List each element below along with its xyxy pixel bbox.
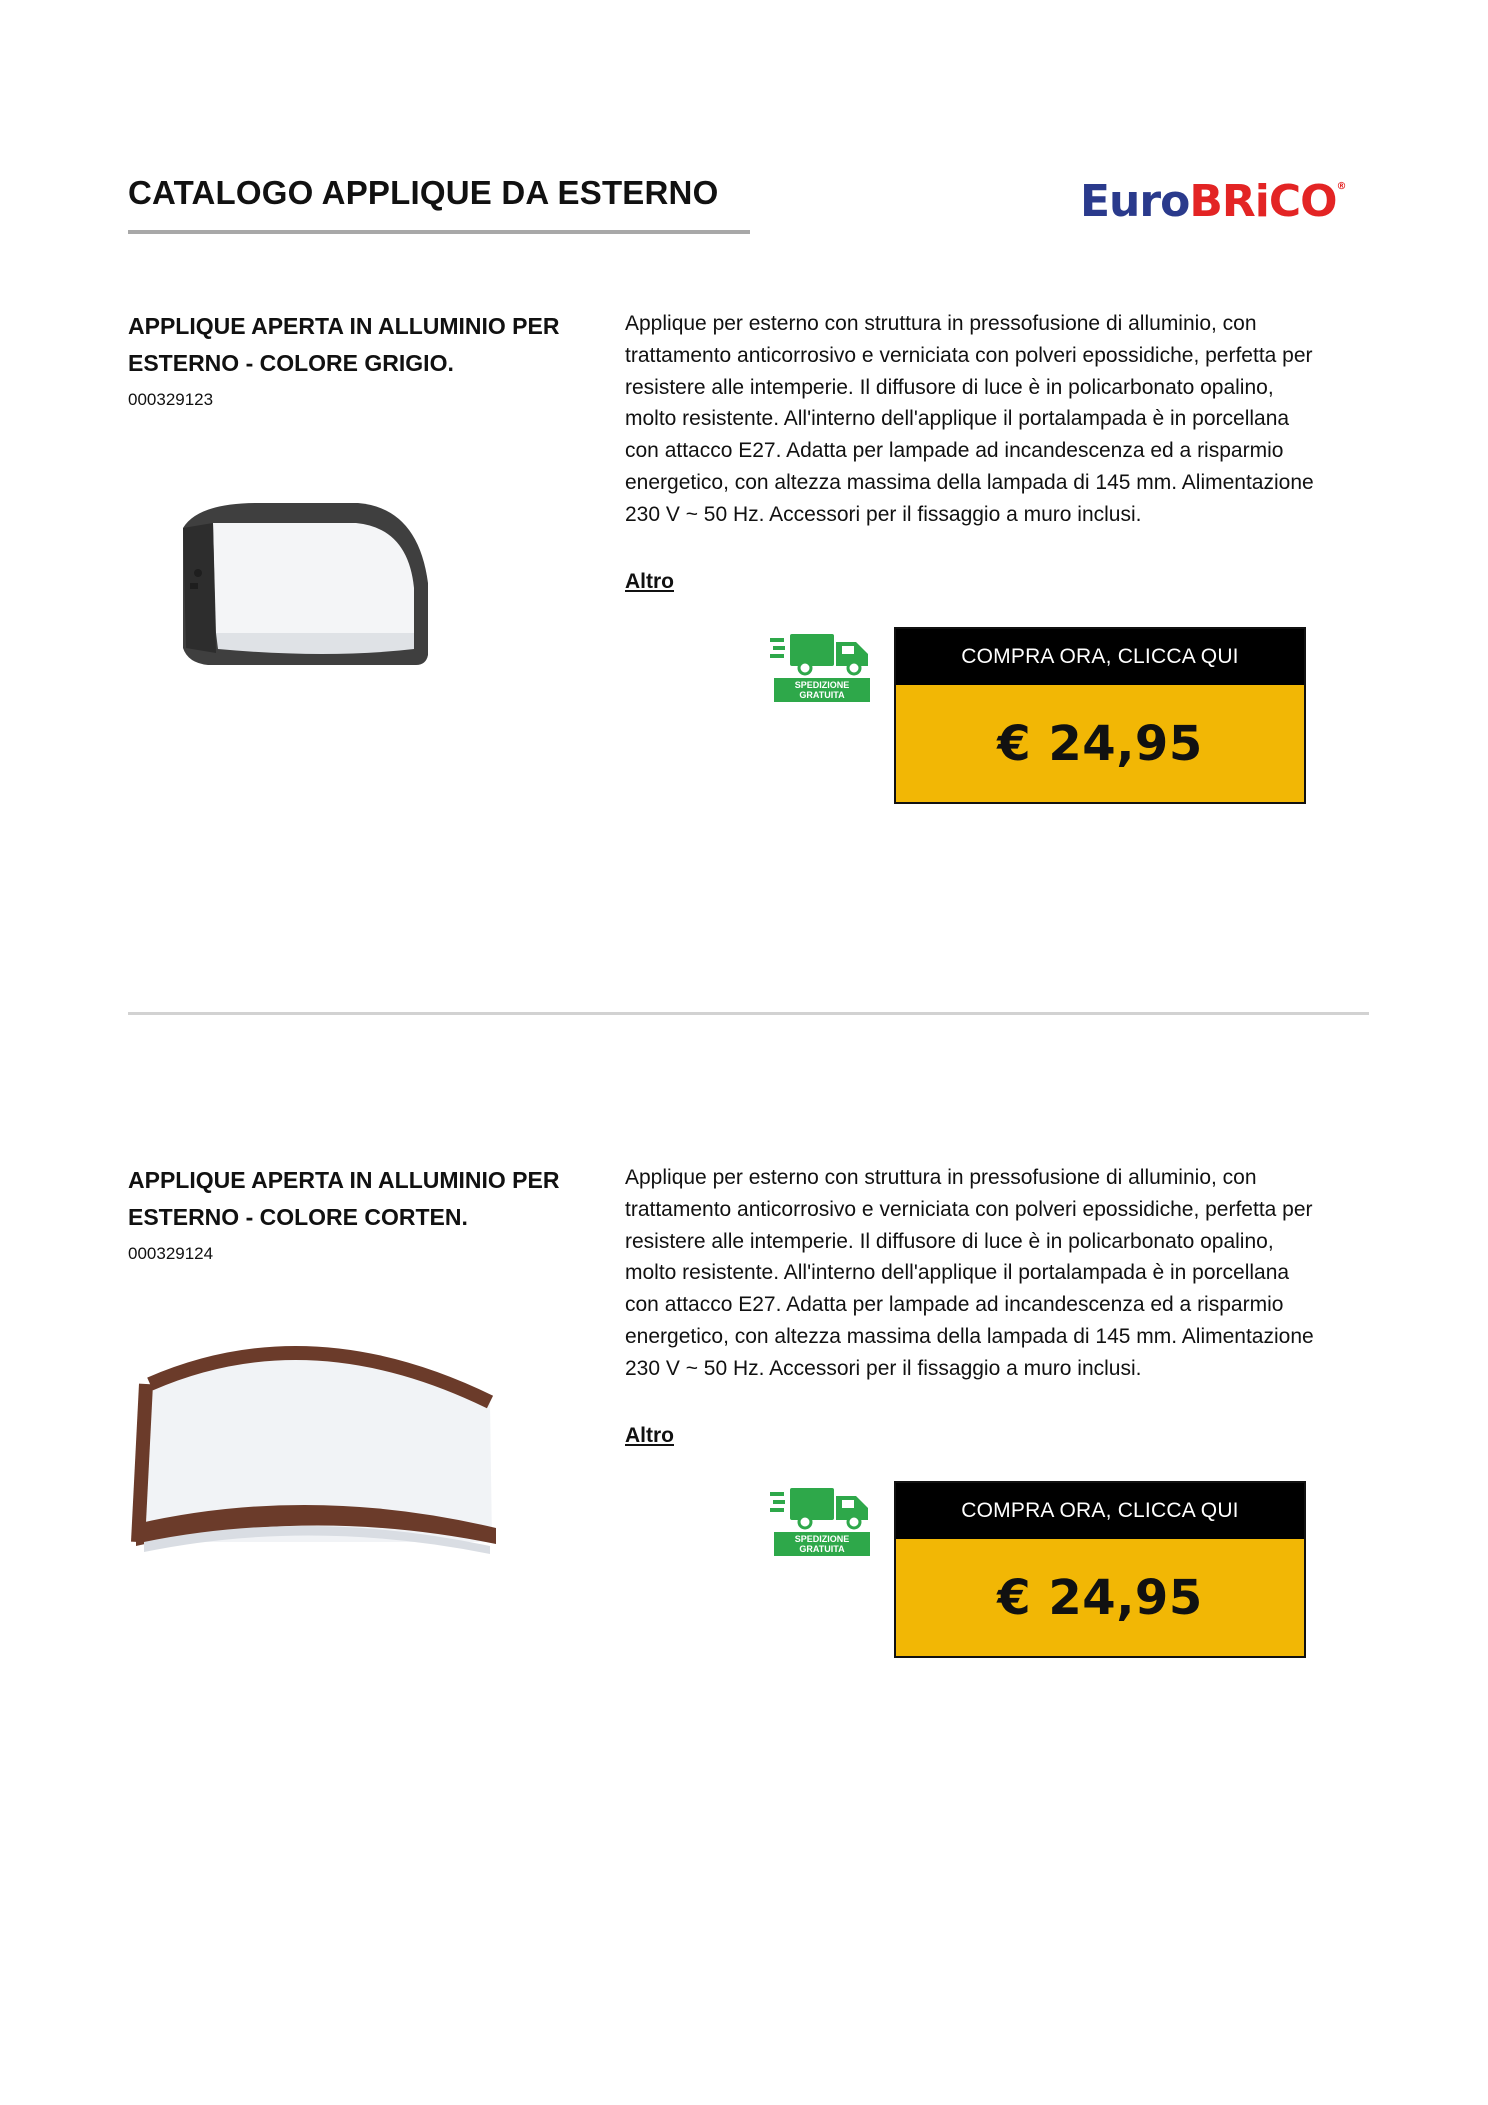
product-card: [0, 308, 1488, 868]
buy-now-label: COMPRA ORA, CLICCA QUI: [896, 629, 1304, 685]
product-code: 000329124: [128, 1244, 214, 1263]
product-title: APPLIQUE APERTA IN ALLUMINIO PER ESTERNO - COLORE GRIGIO.: [128, 313, 560, 376]
product-price: € 24,95: [896, 1539, 1304, 1656]
buy-now-button[interactable]: [894, 1481, 1306, 1658]
section-divider: [128, 1012, 1369, 1015]
shipping-text-line1: SPEDIZIONE: [794, 1534, 850, 1544]
title-underline: [128, 230, 750, 234]
product-price: € 24,95: [896, 685, 1304, 802]
logo-text-euro: Euro: [1080, 176, 1190, 227]
product-image: [128, 453, 508, 753]
buy-now-button[interactable]: [894, 627, 1306, 804]
buy-now-label: COMPRA ORA, CLICCA QUI: [896, 1483, 1304, 1539]
product-description: Applique per esterno con struttura in pressofusione di alluminio, con trattamento anticorrosivo e verniciata con polveri epossidiche, perfetta per resistere alle intemperie. Il diffusore di luce è in policarbonato opalino, molto resistente. All'interno dell'applique il portalampada è in porcellana con attacco E27. Adatta per lampade ad incandescenza ed a risparmio energetico, con altezza massima della lampada di 145 mm. Alimentazione 230 V ~ 50 Hz. Accessori per il fissaggio a muro inclusi.: [625, 1166, 1314, 1380]
logo-registered-mark: ®: [1336, 181, 1346, 192]
product-card: [0, 1162, 1488, 1722]
product-code: 000329123: [128, 390, 214, 409]
more-link[interactable]: Altro: [625, 1424, 674, 1447]
more-link[interactable]: Altro: [625, 570, 674, 593]
shipping-text-line2: GRATUITA: [799, 1544, 845, 1554]
product-title: APPLIQUE APERTA IN ALLUMINIO PER ESTERNO - COLORE CORTEN.: [128, 1167, 560, 1230]
product-image: [120, 1292, 500, 1592]
page-title: CATALOGO APPLIQUE DA ESTERNO: [128, 174, 719, 211]
free-shipping-badge: [770, 1486, 872, 1558]
shipping-text-line2: GRATUITA: [799, 690, 845, 700]
truck-icon: [770, 634, 868, 674]
logo-text-brico: BRiCO: [1189, 176, 1337, 227]
product-description: Applique per esterno con struttura in pressofusione di alluminio, con trattamento anticorrosivo e verniciata con polveri epossidiche, perfetta per resistere alle intemperie. Il diffusore di luce è in policarbonato opalino, molto resistente. All'interno dell'applique il portalampada è in porcellana con attacco E27. Adatta per lampade ad incandescenza ed a risparmio energetico, con altezza massima della lampada di 145 mm. Alimentazione 230 V ~ 50 Hz. Accessori per il fissaggio a muro inclusi.: [625, 312, 1314, 526]
free-shipping-badge: [770, 632, 872, 704]
truck-icon: [770, 1488, 868, 1528]
eurobrico-logo[interactable]: [1080, 176, 1346, 227]
shipping-text-line1: SPEDIZIONE: [794, 680, 850, 690]
